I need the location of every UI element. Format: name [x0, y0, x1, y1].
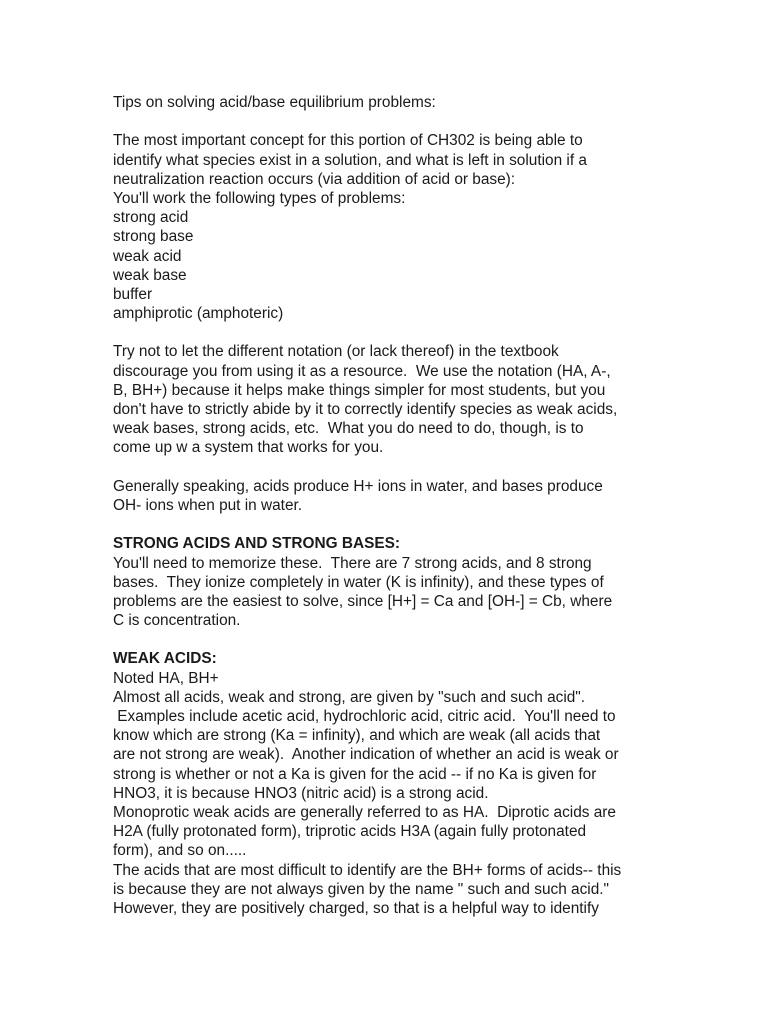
text-line: C is concentration. [113, 612, 241, 630]
list-item: strong acid [113, 209, 189, 227]
text-line: Monoprotic weak acids are generally referred to as HA. Diprotic acids are [113, 803, 616, 821]
list-item: weak acid [113, 247, 182, 265]
problem-types-list [113, 208, 673, 323]
text-line: discourage you from using it as a resource. We use the notation (HA, A-, [113, 362, 611, 380]
text-line: Almost all acids, weak and strong, are given by "such and such acid". [113, 688, 586, 706]
weak-acids-section [113, 649, 673, 918]
text-line: identify what species exist in a solution, and what is left in solution if a [113, 151, 587, 169]
spacer [113, 630, 673, 649]
text-line: weak bases, strong acids, etc. What you do need to do, though, is to [113, 420, 584, 438]
text-line: OH- ions when put in water. [113, 496, 303, 514]
document-page [113, 93, 673, 918]
spacer [113, 458, 673, 477]
strong-acids-section [113, 534, 673, 630]
text-line: However, they are positively charged, so that is a helpful way to identify [113, 899, 599, 917]
text-line: You'll need to memorize these. There are 7 strong acids, and 8 strong [113, 554, 592, 572]
general-paragraph [113, 477, 673, 515]
document-title: Tips on solving acid/base equilibrium problems: [113, 94, 436, 111]
spacer [113, 323, 673, 342]
text-line: bases. They ionize completely in water (K is infinity), and these types of [113, 573, 604, 591]
spacer [113, 112, 673, 131]
spacer [113, 515, 673, 534]
text-line: The acids that are most difficult to identify are the BH+ forms of acids-- this [113, 861, 622, 879]
section-heading: STRONG ACIDS AND STRONG BASES: [113, 535, 401, 553]
text-line: HNO3, it is because HNO3 (nitric acid) is a strong acid. [113, 784, 489, 802]
text-line: Noted HA, BH+ [113, 669, 219, 687]
text-line: problems are the easiest to solve, since [H+] = Ca and [OH-] = Cb, where [113, 592, 613, 610]
list-item: amphiprotic (amphoteric) [113, 305, 284, 323]
text-line: come up w a system that works for you. [113, 439, 384, 457]
text-line: neutralization reaction occurs (via addition of acid or base): [113, 170, 516, 188]
list-item: strong base [113, 228, 194, 246]
text-line: strong is whether or not a Ka is given for the acid -- if no Ka is given for [113, 765, 597, 783]
text-line: The most important concept for this portion of CH302 is being able to [113, 132, 583, 150]
list-item: weak base [113, 266, 187, 284]
text-line: form), and so on..... [113, 842, 247, 860]
list-item: buffer [113, 285, 153, 303]
notation-paragraph [113, 342, 673, 457]
text-line: is because they are not always given by the name " such and such acid." [113, 880, 610, 898]
text-line: H2A (fully protonated form), triprotic acids H3A (again fully protonated [113, 823, 587, 841]
text-line: Examples include acetic acid, hydrochloric acid, citric acid. You'll need to [113, 708, 616, 725]
text-line: B, BH+) because it helps make things simpler for most students, but you [113, 381, 606, 399]
text-line: Generally speaking, acids produce H+ ions in water, and bases produce [113, 477, 603, 495]
text-line: You'll work the following types of problems: [113, 189, 406, 207]
text-line: are not strong are weak). Another indication of whether an acid is weak or [113, 746, 619, 764]
section-heading: WEAK ACIDS: [113, 650, 217, 668]
text-line: don't have to strictly abide by it to correctly identify species as weak acids, [113, 401, 618, 418]
text-line: know which are strong (Ka = infinity), and which are weak (all acids that [113, 727, 601, 745]
intro-paragraph [113, 131, 673, 208]
text-line: Try not to let the different notation (or lack thereof) in the textbook [113, 343, 559, 361]
